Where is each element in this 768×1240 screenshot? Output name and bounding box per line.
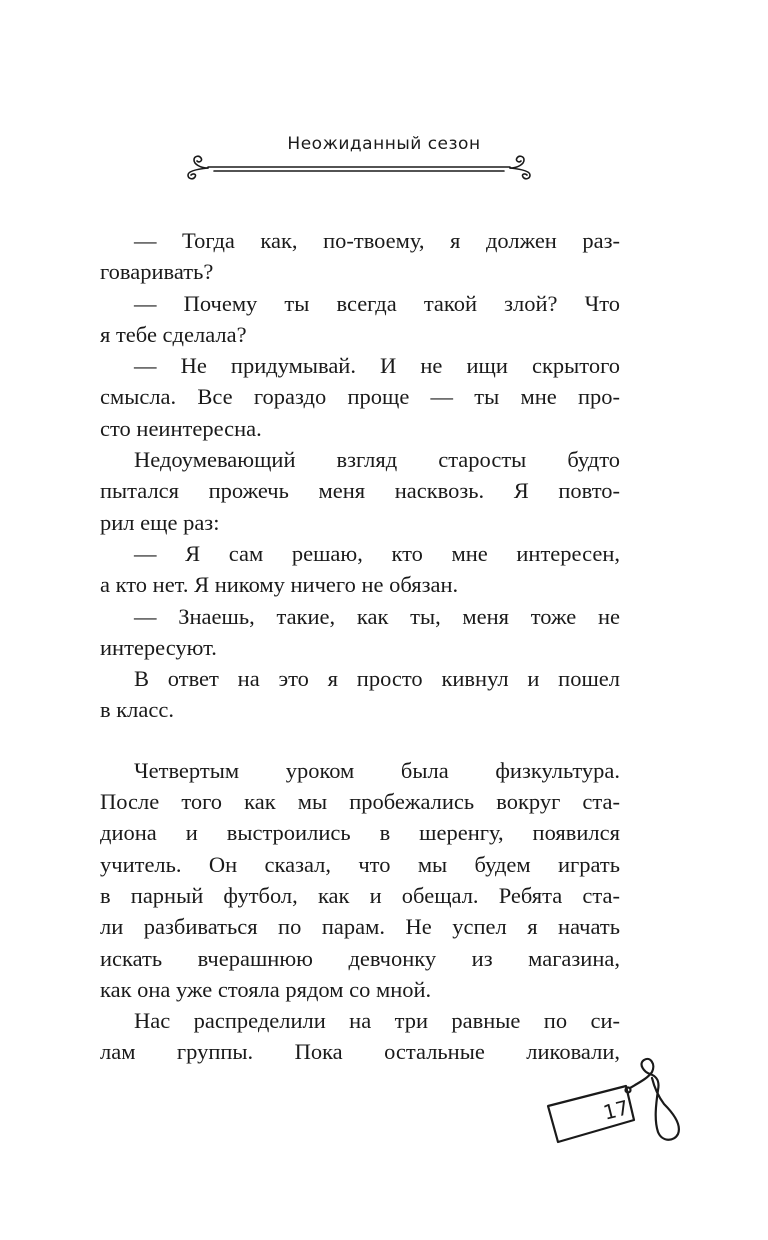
text-line: рил еще раз: bbox=[100, 509, 220, 535]
text-line: лам группы. Пока остальные ликовали, bbox=[100, 1039, 620, 1065]
page-number: 17 bbox=[600, 1095, 632, 1125]
text-line: учитель. Он сказал, что мы будем играть bbox=[100, 851, 620, 877]
text-line: в класс. bbox=[100, 697, 174, 723]
text-line: — Я сам решаю, кто мне интересен, bbox=[134, 540, 620, 566]
text-line: интересуют. bbox=[100, 634, 217, 660]
text-line: пытался прожечь меня насквозь. Я повто- bbox=[100, 478, 620, 504]
text-line: — Почему ты всегда такой злой? Что bbox=[134, 290, 620, 316]
text-line: Нас распределили на три равные по си- bbox=[134, 1008, 620, 1034]
text-line: Четвертым уроком была физкультура. bbox=[134, 757, 620, 783]
text-line: я тебе сделала? bbox=[100, 321, 247, 347]
section-break bbox=[100, 726, 620, 755]
text-line: В ответ на это я просто кивнул и пошел bbox=[134, 666, 620, 692]
text-line: — Знаешь, такие, как ты, меня тоже не bbox=[134, 603, 620, 629]
body-text bbox=[100, 225, 620, 1068]
text-line: искать вчерашнюю девчонку из магазина, bbox=[100, 945, 620, 971]
text-line: — Не придумывай. И не ищи скрытого bbox=[134, 353, 620, 379]
text-line: ли разбиваться по парам. Не успел я начать bbox=[100, 914, 620, 940]
text-line: Недоумевающий взгляд старосты будто bbox=[134, 447, 620, 473]
text-line: — Тогда как, по-твоему, я должен раз- bbox=[134, 228, 620, 253]
running-head-title: Неожиданный сезон bbox=[287, 134, 481, 154]
text-line: После того как мы пробежались вокруг ста- bbox=[100, 789, 620, 815]
header-ornament-divider bbox=[180, 154, 538, 184]
text-line: сто неинтересна. bbox=[100, 415, 262, 441]
text-line: в парный футбол, как и обещал. Ребята ста- bbox=[100, 882, 620, 908]
text-line: диона и выстроились в шеренгу, появился bbox=[100, 820, 620, 846]
text-line: говаривать? bbox=[100, 259, 214, 285]
text-line: а кто нет. Я никому ничего не обязан. bbox=[100, 572, 459, 598]
text-line: смысла. Все гораздо проще — ты мне про- bbox=[100, 384, 620, 410]
text-line: как она уже стояла рядом со мной. bbox=[100, 976, 432, 1002]
